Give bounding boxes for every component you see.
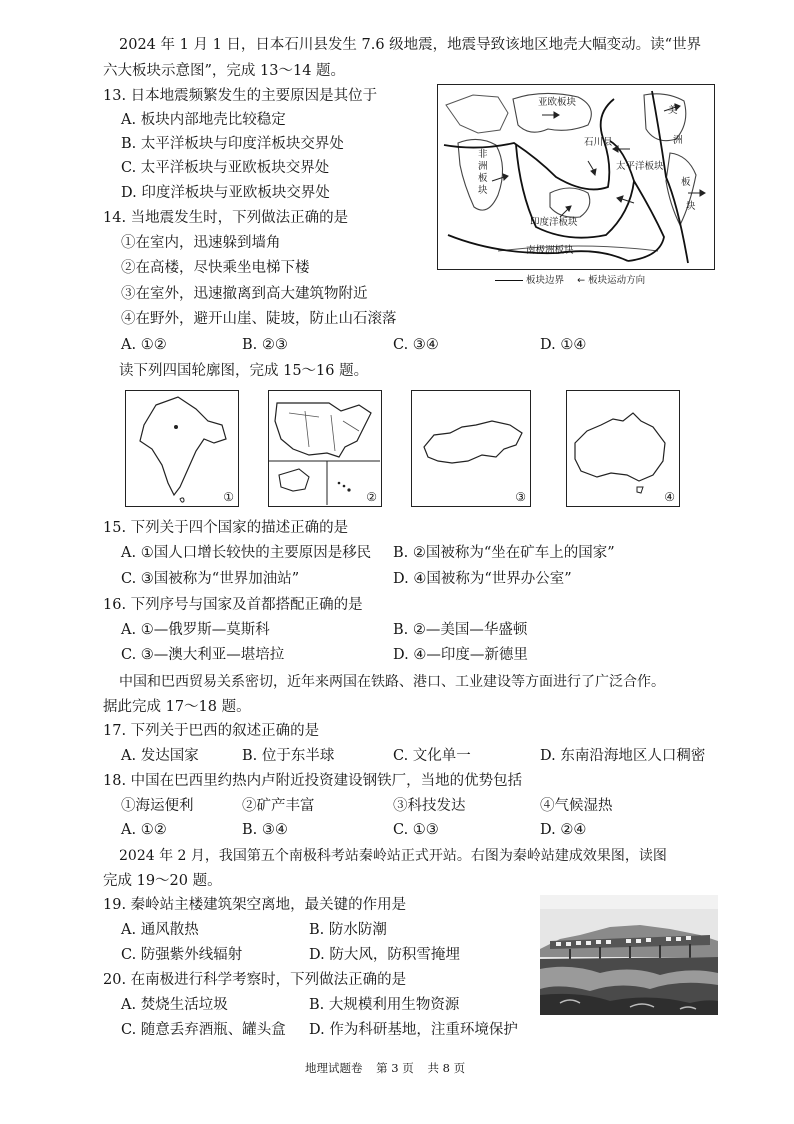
q19-option-a[interactable]: A. 通风散热 [121, 922, 199, 938]
marker-4: ④ [664, 490, 675, 504]
q20-option-b[interactable]: B. 大规模利用生物资源 [309, 997, 460, 1013]
question-14-stem: 14. 当地震发生时，下列做法正确的是 [103, 210, 349, 226]
legend-boundary-label: 板块边界 [526, 275, 565, 286]
q14-option-b[interactable]: B. ②③ [242, 337, 288, 353]
marker-1: ① [223, 490, 234, 504]
q13-option-b[interactable]: B. 太平洋板块与印度洋板块交界处 [121, 136, 344, 152]
plate-map-legend [495, 274, 725, 288]
q14-option-a[interactable]: A. ①② [121, 337, 167, 353]
q14-option-d[interactable]: D. ①④ [540, 337, 587, 353]
q20-option-d[interactable]: D. 作为科研基地，注重环境保护 [309, 1022, 518, 1038]
question-13-stem: 13. 日本地震频繁发生的主要原因是其位于 [103, 88, 378, 104]
boundary-line-icon [495, 280, 523, 281]
question-15-stem: 15. 下列关于四个国家的描述正确的是 [103, 520, 349, 536]
country-map-1 [125, 390, 239, 507]
q18-option-c[interactable]: C. ①③ [393, 822, 439, 838]
label-antarctic-plate: 南极洲板块 [526, 245, 574, 256]
intro-13-14-line1: 2024 年 1 月 1 日，日本石川县发生 7.6 级地震，地震导致该地区地壳大幅变动。读“世界 [119, 37, 702, 53]
q13-option-d[interactable]: D. 印度洋板块与亚欧板块交界处 [121, 185, 330, 201]
intro-19-20-line1: 2024 年 2 月，我国第五个南极科考站秦岭站正式开站。右图为秦岭站建成效果图，读图 [119, 848, 667, 864]
arrow-icon: ← [577, 275, 586, 286]
footer-page-number: 第 3 页 [376, 1061, 414, 1075]
usa-outline [269, 391, 380, 505]
marker-2: ② [366, 490, 377, 504]
footer-subject: 地理试题卷 [305, 1061, 363, 1075]
question-16-stem: 16. 下列序号与国家及首都搭配正确的是 [103, 597, 363, 613]
label-african-4: 块 [478, 185, 488, 196]
plate-map [437, 84, 715, 270]
q15-option-b[interactable]: B. ②国被称为“坐在矿车上的国家” [393, 545, 615, 561]
country-map-3 [411, 390, 531, 507]
legend-direction-label: 板块运动方向 [588, 275, 646, 286]
q16-option-d[interactable]: D. ④—印度—新德里 [393, 647, 528, 663]
q15-option-a[interactable]: A. ①国人口增长较快的主要原因是移民 [121, 545, 372, 561]
australia-outline [567, 391, 678, 505]
q20-option-a[interactable]: A. 焚烧生活垃圾 [121, 997, 228, 1013]
label-african-1: 非 [478, 149, 488, 160]
label-americas-2: 洲 [673, 135, 683, 146]
label-americas-3: 板 [681, 177, 691, 188]
q17-option-a[interactable]: A. 发达国家 [121, 748, 199, 764]
label-eurasian-plate: 亚欧板块 [538, 97, 577, 108]
q18-item-3: ③科技发达 [393, 798, 466, 814]
q19-option-b[interactable]: B. 防水防潮 [309, 922, 387, 938]
q18-option-a[interactable]: A. ①② [121, 822, 167, 838]
question-20-stem: 20. 在南极进行科学考察时，下列做法正确的是 [103, 972, 407, 988]
q18-option-d[interactable]: D. ②④ [540, 822, 587, 838]
q14-item-1: ①在室内，迅速躲到墙角 [121, 235, 281, 251]
q17-option-d[interactable]: D. 东南沿海地区人口稠密 [540, 748, 706, 764]
label-african-3: 板 [478, 173, 488, 184]
q16-option-c[interactable]: C. ③—澳大利亚—堪培拉 [121, 647, 285, 663]
q17-option-c[interactable]: C. 文化单一 [393, 748, 471, 764]
plate-map-drawing [438, 85, 713, 268]
label-americas-4: 块 [686, 201, 696, 212]
intro-17-18-line2: 据此完成 17～18 题。 [103, 699, 251, 715]
marker-3: ③ [515, 490, 526, 504]
intro-17-18-line1: 中国和巴西贸易关系密切，近年来两国在铁路、港口、工业建设等方面进行了广泛合作。 [119, 674, 665, 690]
question-19-stem: 19. 秦岭站主楼建筑架空离地，最关键的作用是 [103, 897, 407, 913]
q13-option-c[interactable]: C. 太平洋板块与亚欧板块交界处 [121, 160, 330, 176]
label-pacific-plate: 太平洋板块 [616, 161, 664, 172]
q18-option-b[interactable]: B. ③④ [242, 822, 288, 838]
label-americas-1: 美 [668, 105, 678, 116]
question-17-stem: 17. 下列关于巴西的叙述正确的是 [103, 723, 320, 739]
q18-item-4: ④气候湿热 [540, 798, 613, 814]
india-outline [126, 391, 237, 505]
label-indian-plate: 印度洋板块 [530, 217, 578, 228]
q17-option-b[interactable]: B. 位于东半球 [242, 748, 335, 764]
q14-item-2: ②在高楼，尽快乘坐电梯下楼 [121, 260, 310, 276]
q14-option-c[interactable]: C. ③④ [393, 337, 439, 353]
q16-option-b[interactable]: B. ②—美国—华盛顿 [393, 622, 528, 638]
intro-15-16: 读下列四国轮廓图，完成 15～16 题。 [119, 363, 369, 379]
label-african-2: 洲 [478, 161, 488, 172]
intro-19-20-line2: 完成 19～20 题。 [103, 873, 222, 889]
footer-total-pages: 共 8 页 [427, 1061, 466, 1075]
page-footer [305, 1060, 465, 1076]
q13-option-a[interactable]: A. 板块内部地壳比较稳定 [121, 112, 286, 128]
q14-item-4: ④在野外，避开山崖、陡坡，防止山石滚落 [121, 311, 397, 327]
station-illustration [540, 895, 718, 1015]
intro-13-14-line2: 六大板块示意图”，完成 13～14 题。 [103, 63, 346, 79]
country-map-4 [566, 390, 680, 507]
q16-option-a[interactable]: A. ①—俄罗斯—莫斯科 [121, 622, 270, 638]
russia-outline [412, 391, 529, 505]
qinling-station-photo [540, 895, 718, 1015]
q15-option-c[interactable]: C. ③国被称为“世界加油站” [121, 571, 300, 587]
q18-item-2: ②矿产丰富 [242, 798, 315, 814]
country-map-2 [268, 390, 382, 507]
label-ishikawa: 石川县 [584, 137, 613, 148]
q18-item-1: ①海运便利 [121, 798, 194, 814]
q20-option-c[interactable]: C. 随意丢弃酒瓶、罐头盒 [121, 1022, 286, 1038]
q15-option-d[interactable]: D. ④国被称为“世界办公室” [393, 571, 572, 587]
q19-option-c[interactable]: C. 防强紫外线辐射 [121, 947, 243, 963]
q14-item-3: ③在室外，迅速撤离到高大建筑物附近 [121, 286, 368, 302]
q19-option-d[interactable]: D. 防大风，防积雪掩埋 [309, 947, 460, 963]
question-18-stem: 18. 中国在巴西里约热内卢附近投资建设钢铁厂，当地的优势包括 [103, 773, 523, 789]
